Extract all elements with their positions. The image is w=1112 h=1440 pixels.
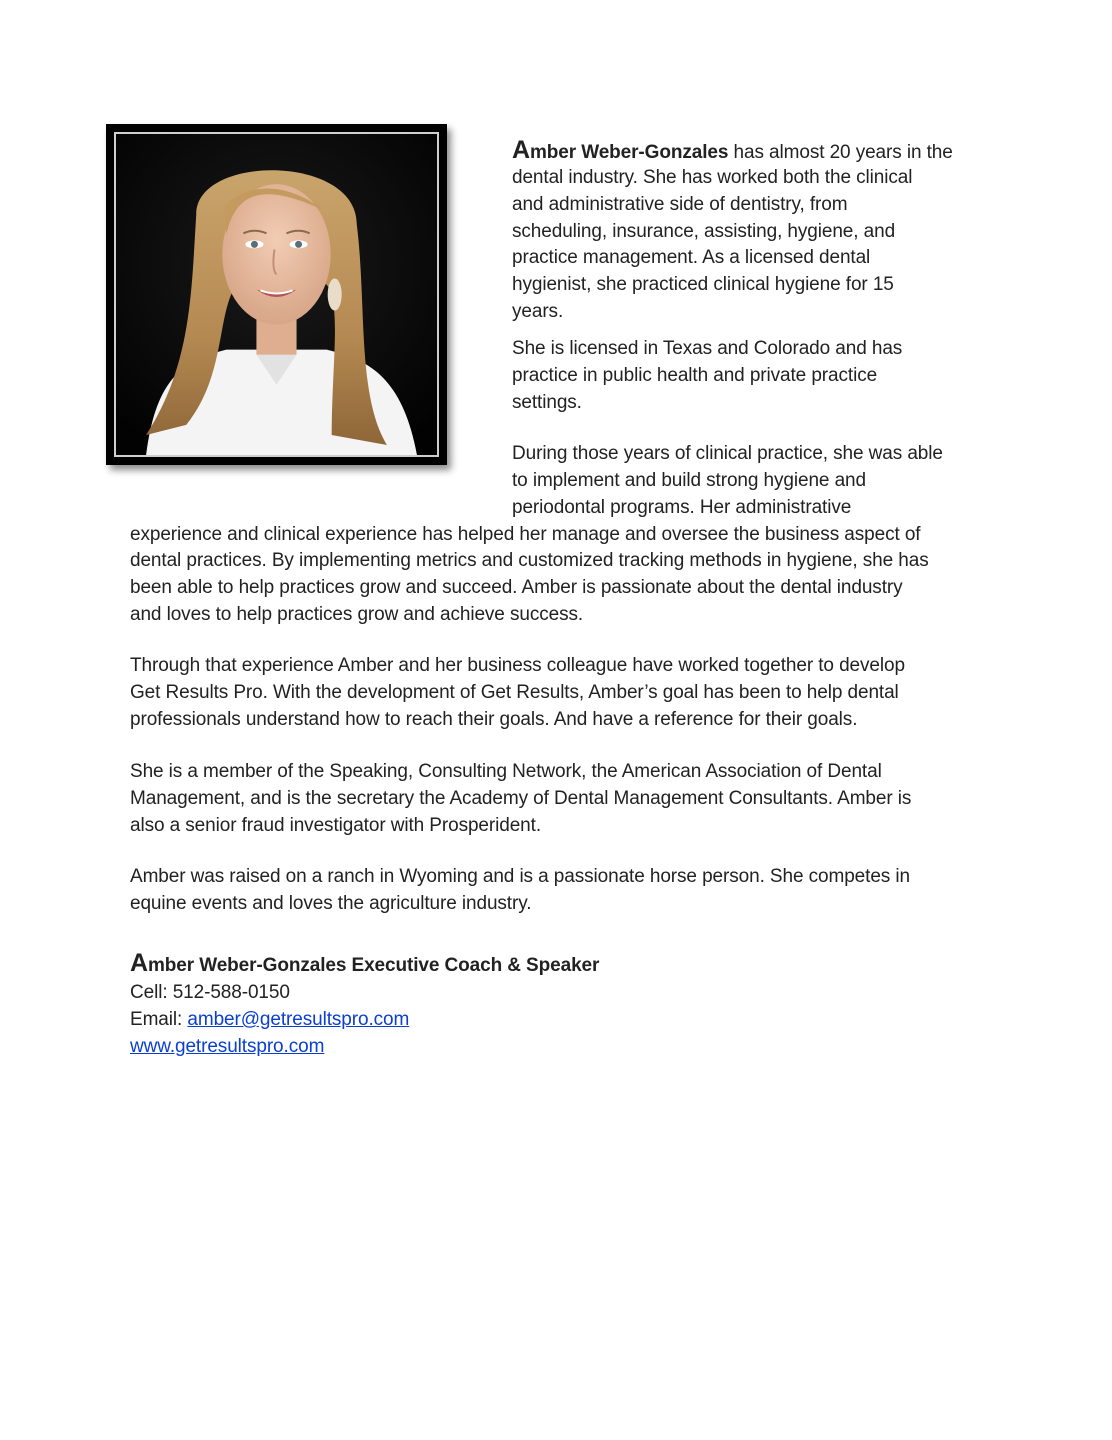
email-label: Email:	[130, 1009, 188, 1030]
contact-website-line	[130, 1034, 324, 1061]
bio-line: professionals understand how to reach their goals. And have a reference for their goals.	[130, 709, 858, 730]
contact-email-line	[130, 1007, 409, 1034]
bio-line: She is a member of the Speaking, Consulting Network, the American Association of Dental	[130, 761, 882, 782]
bio-line: practice in public health and private practice	[512, 365, 878, 386]
bio-name: mber Weber-Gonzales	[529, 142, 729, 163]
bio-line: She is licensed in Texas and Colorado and has	[512, 338, 903, 359]
portrait-illustration	[116, 134, 437, 455]
email-link[interactable]: amber@getresultspro.com	[187, 1009, 410, 1030]
bio-line: equine events and loves the agriculture industry.	[130, 893, 532, 914]
bio-line: years.	[512, 301, 564, 322]
bio-line: dental industry. She has worked both the clinical	[512, 167, 913, 188]
bio-name-initial: A	[512, 136, 530, 164]
bio-line	[512, 137, 953, 167]
bio-line: Management, and is the secretary the Academy of Dental Management Consultants. Amber is	[130, 788, 912, 809]
bio-line: also a senior fraud investigator with Prosperident.	[130, 815, 542, 836]
bio-line: settings.	[512, 392, 582, 413]
portrait-photo	[114, 132, 439, 457]
signature-initial: A	[130, 949, 148, 977]
bio-line: dental practices. By implementing metrics and customized tracking methods in hygiene, she has	[130, 550, 929, 571]
signature-name: mber Weber-Gonzales Executive Coach & Speaker	[147, 955, 600, 976]
signature-title	[130, 950, 599, 980]
bio-text: has almost 20 years in the	[728, 142, 953, 163]
bio-line: to implement and build strong hygiene and	[512, 470, 866, 491]
bio-line: periodontal programs. Her administrative	[512, 497, 852, 518]
bio-line: hygienist, she practiced clinical hygiene for 15	[512, 274, 894, 295]
portrait-photo-frame	[106, 124, 447, 465]
bio-line: experience and clinical experience has helped her manage and oversee the business aspect of	[130, 524, 921, 545]
bio-line: and administrative side of dentistry, from	[512, 194, 848, 215]
bio-line: During those years of clinical practice, she was able	[512, 443, 943, 464]
contact-cell: Cell: 512-588-0150	[130, 982, 290, 1003]
bio-line: scheduling, insurance, assisting, hygiene, and	[512, 221, 896, 242]
bio-line: Get Results Pro. With the development of Get Results, Amber’s goal has been to help dental	[130, 682, 899, 703]
bio-line: Through that experience Amber and her business colleague have worked together to develop	[130, 655, 905, 676]
bio-line: Amber was raised on a ranch in Wyoming and is a passionate horse person. She competes in	[130, 866, 910, 887]
bio-line: been able to help practices grow and succeed. Amber is passionate about the dental industry	[130, 577, 903, 598]
website-link[interactable]: www.getresultspro.com	[130, 1036, 325, 1057]
bio-line: practice management. As a licensed dental	[512, 247, 871, 268]
bio-line: and loves to help practices grow and achieve success.	[130, 604, 584, 625]
